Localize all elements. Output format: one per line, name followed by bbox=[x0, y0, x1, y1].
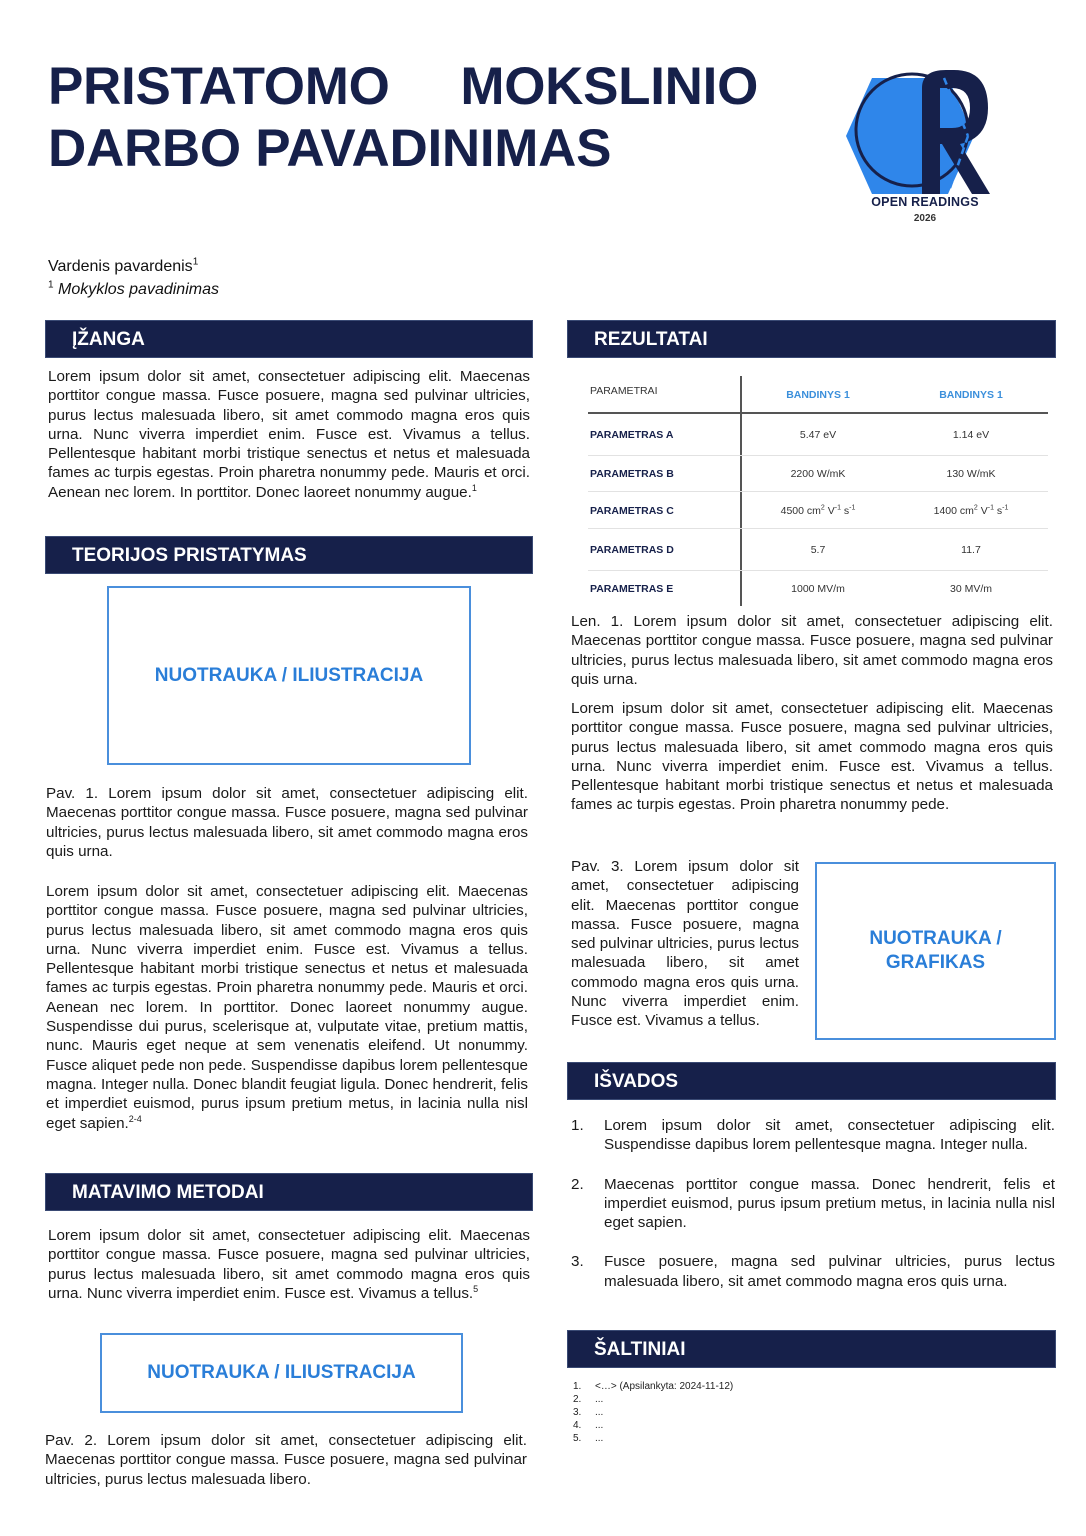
figure-placeholder-1: NUOTRAUKA / ILIUSTRACIJA bbox=[107, 586, 471, 765]
figure-placeholder-3: NUOTRAUKA / GRAFIKAS bbox=[815, 862, 1056, 1040]
section-heading-conclusions: IŠVADOS bbox=[567, 1062, 1056, 1100]
logo-name: OPEN READINGS bbox=[871, 195, 979, 209]
table-row-label: PARAMETRAS A bbox=[590, 429, 674, 441]
section-heading-results: REZULTATAI bbox=[567, 320, 1056, 358]
affiliation: $^1$ Mokyklos pavadinimas bbox=[48, 279, 219, 298]
table-row-divider bbox=[588, 570, 1048, 571]
table-cell: 30 MV/m bbox=[949, 583, 992, 595]
methods-text: Lorem ipsum dolor sit amet, consectetuer adipiscing elit. Maecenas porttitor congue massa. Fusce posuere, magna sed pulvinar ultricies, purus lectus malesuada libero, sit amet commodo magna eros quis urna. Nunc viverra imperdiet enim. Fusce est. Vivamus a tellus.$^5$ bbox=[48, 1227, 530, 1302]
figure-1-caption: Pav. 1. Lorem ipsum dolor sit amet, consectetuer adipiscing elit. Maecenas porttitor congue massa. Fusce posuere, magna sed pulvinar ultricies, purus lectus malesuada libero, sit amet commodo magna eros quis urna. bbox=[46, 785, 528, 860]
table-column-header: BANDINYS 1 bbox=[786, 389, 850, 401]
table-cell: 11.7 bbox=[961, 544, 981, 556]
figure-2-caption: Pav. 2. Lorem ipsum dolor sit amet, consectetuer adipiscing elit. Maecenas porttitor congue massa. Fusce posuere, magna sed pulvinar ultricies, purus lectus malesuada libero. bbox=[45, 1432, 527, 1488]
results-text: Lorem ipsum dolor sit amet, consectetuer adipiscing elit. Maecenas porttitor congue massa. Fusce posuere, magna sed pulvinar ultricies, purus lectus malesuada libero, sit amet commodo magna eros quis urna. Nunc viverra imperdiet enim. Fusce est. Vivamus a tellus. Pellentesque habitant morbi tristique senectus et netus et malesuada fames ac turpis egestas. Proin pharetra nonummy pede. bbox=[571, 700, 1053, 814]
table-row-divider bbox=[588, 455, 1048, 456]
section-heading-references: ŠALTINIAI bbox=[567, 1330, 1056, 1368]
author-superscript: 1 bbox=[192, 256, 199, 268]
table-cell: 2200 W/mK bbox=[790, 468, 846, 480]
table-cell: 5.7 bbox=[810, 544, 826, 556]
table-cell: 1400 $cm^2$ $V^{-1}$ $s^{-1}$ bbox=[933, 504, 1009, 517]
author-name: Vardenis pavardenis$^1$ bbox=[48, 256, 199, 275]
figure-placeholder-2: NUOTRAUKA / ILIUSTRACIJA bbox=[100, 1333, 463, 1413]
list-item: 1. Lorem ipsum dolor sit amet, consectetuer adipiscing elit. Suspendisse dapibus lorem pellentesque magna. Integer nulla. bbox=[571, 1117, 1055, 1154]
table-cell: 5.47 eV bbox=[799, 429, 837, 441]
section-heading-intro: ĮŽANGA bbox=[45, 320, 533, 358]
reference-item: 1. <…> (Apsilankyta: 2024-11-12) bbox=[573, 1381, 734, 1392]
poster-title bbox=[48, 56, 758, 180]
table-cell: 1.14 eV bbox=[952, 429, 990, 441]
table-cell: 130 W/mK bbox=[946, 468, 996, 480]
table-header-label: PARAMETRAI bbox=[590, 385, 658, 397]
affiliation-superscript: 1 bbox=[48, 279, 54, 291]
section-heading-theory: TEORIJOS PRISTATYMAS bbox=[45, 536, 533, 574]
title-line-2: DARBO PAVADINIMAS bbox=[48, 119, 612, 178]
reference-item: 4. ... bbox=[573, 1420, 604, 1431]
table-row-divider bbox=[588, 528, 1048, 529]
references-list bbox=[573, 1380, 733, 1445]
intro-text: Lorem ipsum dolor sit amet, consectetuer adipiscing elit. Maecenas porttitor congue massa. Fusce posuere, magna sed pulvinar ultricies, purus lectus malesuada libero, sit amet commodo magna eros quis urna. Nunc viverra imperdiet enim. Fusce est. Vivamus a tellus. Pellentesque habitant morbi tristique senectus et netus et malesuada fames ac turpis egestas. Proin pharetra nonummy pede. Mauris et orci. Aenean nec lorem. In porttitor. Donec laoreet nonummy augue.$^1$ bbox=[48, 368, 530, 501]
conclusions-list bbox=[571, 1116, 1055, 1311]
logo-text bbox=[842, 195, 1008, 224]
figure-3-caption: Pav. 3. Lorem ipsum dolor sit amet, consectetuer adipiscing elit. Maecenas porttitor congue massa. Fusce posuere, magna sed pulvinar ultricies, purus lectus malesuada libero, sit amet commodo magna eros quis urna. Nunc viverra imperdiet enim. Fusce est. Vivamus a tellus. bbox=[571, 858, 799, 1030]
table-header-divider bbox=[588, 412, 1048, 414]
table-row-divider bbox=[588, 491, 1048, 492]
table-column-header: BANDINYS 1 bbox=[939, 389, 1003, 401]
table-cell: 1000 MV/m bbox=[791, 583, 845, 595]
reference-item: 5. ... bbox=[573, 1433, 604, 1444]
reference-item: 2. ... bbox=[573, 1394, 604, 1405]
list-item: 3. Fusce posuere, magna sed pulvinar ultricies, purus lectus malesuada libero, sit amet commodo magna eros quis urna. bbox=[571, 1253, 1055, 1290]
title-word: PRISTATOMO bbox=[48, 57, 390, 116]
table-1-caption: Len. 1. Lorem ipsum dolor sit amet, consectetuer adipiscing elit. Maecenas porttitor congue massa. Fusce posuere, magna sed pulvinar ultricies, purus lectus malesuada libero, sit amet commodo magna eros quis urna. bbox=[571, 613, 1053, 688]
results-table bbox=[586, 376, 1050, 606]
table-row-label: PARAMETRAS D bbox=[590, 544, 674, 556]
table-row-label: PARAMETRAS E bbox=[590, 583, 674, 595]
reference-item: 3. ... bbox=[573, 1407, 604, 1418]
logo-year: 2026 bbox=[913, 213, 937, 224]
title-word: MOKSLINIO bbox=[460, 57, 758, 116]
table-row-label: PARAMETRAS C bbox=[590, 505, 674, 517]
table-cell: 4500 $cm^2$ $V^{-1}$ $s^{-1}$ bbox=[780, 504, 856, 517]
theory-text: Lorem ipsum dolor sit amet, consectetuer adipiscing elit. Maecenas porttitor congue massa. Fusce posuere, magna sed pulvinar ultricies, purus lectus malesuada libero, sit amet commodo magna eros quis urna. Nunc viverra imperdiet enim. Fusce est. Vivamus a tellus. Pellentesque habitant morbi tristique senectus et netus et malesuada fames ac turpis egestas. Proin pharetra nonummy pede. Mauris et orci. Aenean nec lorem. In porttitor. Donec laoreet nonummy augue. Suspendisse dui purus, scelerisque at, vulputate vitae, pretium mattis, nunc. Mauris eget neque at sem venenatis eleifend. Ut nonummy. Fusce aliquet pede non pede. Suspendisse dapibus lorem pellentesque magna. Integer nulla. Donec blandit feugiat ligula. Donec hendrerit, felis et imperdiet euismod, purus ipsum pretium metus, in lacinia nulla nisl eget sapien.$^{2-4}$ bbox=[46, 883, 528, 1132]
table-row-label: PARAMETRAS B bbox=[590, 468, 674, 480]
list-item: 2. Maecenas porttitor congue massa. Donec hendrerit, felis et imperdiet euismod, purus ipsum pretium metus, in lacinia nulla nisl eget sapien. bbox=[571, 1175, 1055, 1232]
section-heading-methods: MATAVIMO METODAI bbox=[45, 1173, 533, 1211]
